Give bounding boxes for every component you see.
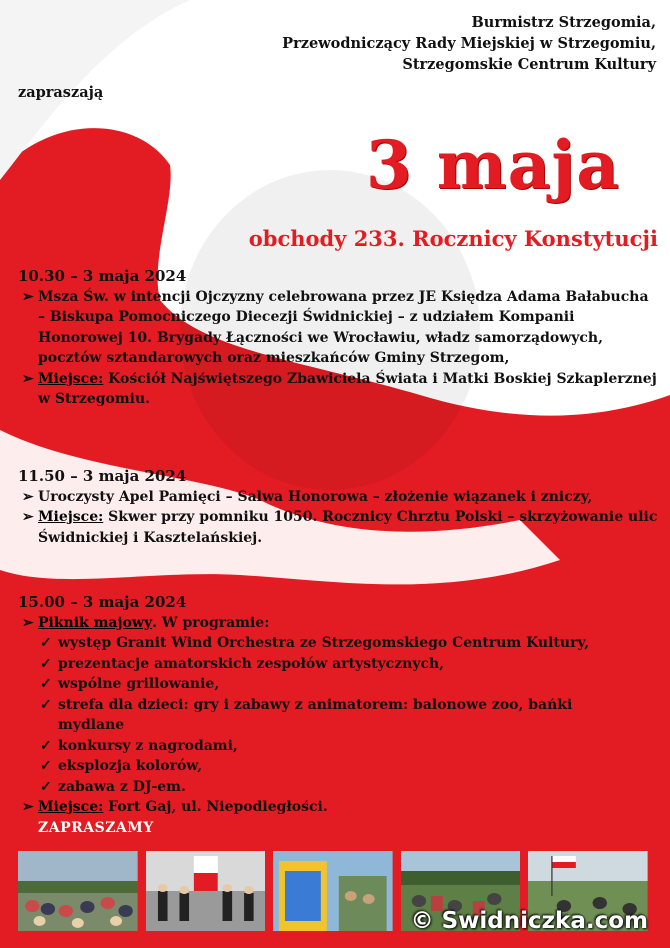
check-icon: ✓ [40, 778, 52, 795]
program-item: ✓ wspólne grillowanie, [18, 674, 658, 695]
list-item: ➢ Uroczysty Apel Pamięci – Salwa Honorowa – złożenie wiązanek i zniczy, [18, 487, 658, 508]
arrow-bullet-icon: ➢ [22, 288, 34, 305]
photo-orchestra [146, 851, 266, 931]
program-item: ✓ eksplozja kolorów, [18, 756, 658, 777]
section-1030 [18, 266, 658, 410]
check-icon: ✓ [40, 737, 52, 754]
program-item: ✓ zabawa z DJ-em. [18, 777, 658, 798]
place-item [18, 369, 658, 410]
picnic-rest: . W programie: [152, 614, 270, 631]
invite-text: zapraszają [18, 84, 104, 101]
place-item [18, 797, 658, 818]
section-time: 10.30 – 3 maja 2024 [18, 267, 187, 285]
arrow-bullet-icon: ➢ [22, 488, 34, 505]
list-item: ➢ Msza Św. w intencji Ojczyzny celebrowana przez JE Księdza Adama Bałabucha – Biskupa Pomocniczego Diecezji Świdnickiej – z udziałem Kompanii Honorowej 10. Brygady Łączności we Wrocławiu, władz samorządowych, pocztów sztandarowych oraz mieszkańców Gminy Strzegom, [22, 288, 649, 366]
place-label: Miejsce: [38, 799, 104, 815]
picnic-label: Piknik majowy [38, 614, 153, 631]
photo-bouncy-castle [273, 851, 393, 931]
check-icon: ✓ [40, 696, 52, 713]
main-title: 3 maja [365, 126, 620, 204]
arrow-bullet-icon: ➢ [22, 509, 34, 525]
place-text: Fort Gaj, ul. Niepodległości. [108, 799, 328, 815]
arrow-bullet-icon: ➢ [22, 799, 34, 815]
host-line: Burmistrz Strzegomia, [471, 14, 656, 31]
place-label: Miejsce: [38, 509, 104, 525]
program-item: ✓ występ Granit Wind Orchestra ze Strzegomskiego Centrum Kultury, [18, 633, 658, 654]
hosts-block [282, 12, 656, 75]
place-text: Kościół Najświętszego Zbawiciela Świata i Matki Boskiej Szkaplerznej w Strzegomiu. [38, 370, 657, 407]
program-item: ✓ prezentacje amatorskich zespołów artystycznych, [18, 654, 658, 675]
photo-crowd [18, 851, 138, 931]
host-line: Strzegomskie Centrum Kultury [402, 56, 656, 73]
check-icon: ✓ [40, 676, 52, 692]
section-time: 11.50 – 3 maja 2024 [18, 467, 187, 485]
place-item [18, 507, 658, 548]
closing-invite: ZAPRASZAMY [38, 819, 154, 836]
arrow-bullet-icon: ➢ [22, 614, 34, 631]
picnic-item [18, 613, 658, 634]
check-icon: ✓ [40, 758, 52, 774]
place-text: Skwer przy pomniku 1050. Rocznicy Chrztu Polski – skrzyżowanie ulic Świdnickiej i Kasztelańskiej. [38, 509, 658, 546]
host-line: Przewodniczący Rady Miejskiej w Strzegomiu, [282, 35, 656, 52]
arrow-bullet-icon: ➢ [22, 370, 34, 387]
program-item: ✓ strefa dla dzieci: gry i zabawy z animatorem: balonowe zoo, bańki mydlane [40, 696, 573, 733]
program-item: ✓ konkursy z nagrodami, [18, 736, 658, 757]
section-time: 15.00 – 3 maja 2024 [18, 593, 187, 611]
check-icon: ✓ [40, 655, 52, 672]
subtitle: obchody 233. Rocznicy Konstytucji [248, 226, 658, 251]
place-label: Miejsce: [38, 370, 104, 387]
watermark: © Swidniczka.com [410, 908, 648, 934]
section-1500 [18, 592, 658, 838]
check-icon: ✓ [40, 635, 52, 651]
section-1150 [18, 466, 658, 548]
